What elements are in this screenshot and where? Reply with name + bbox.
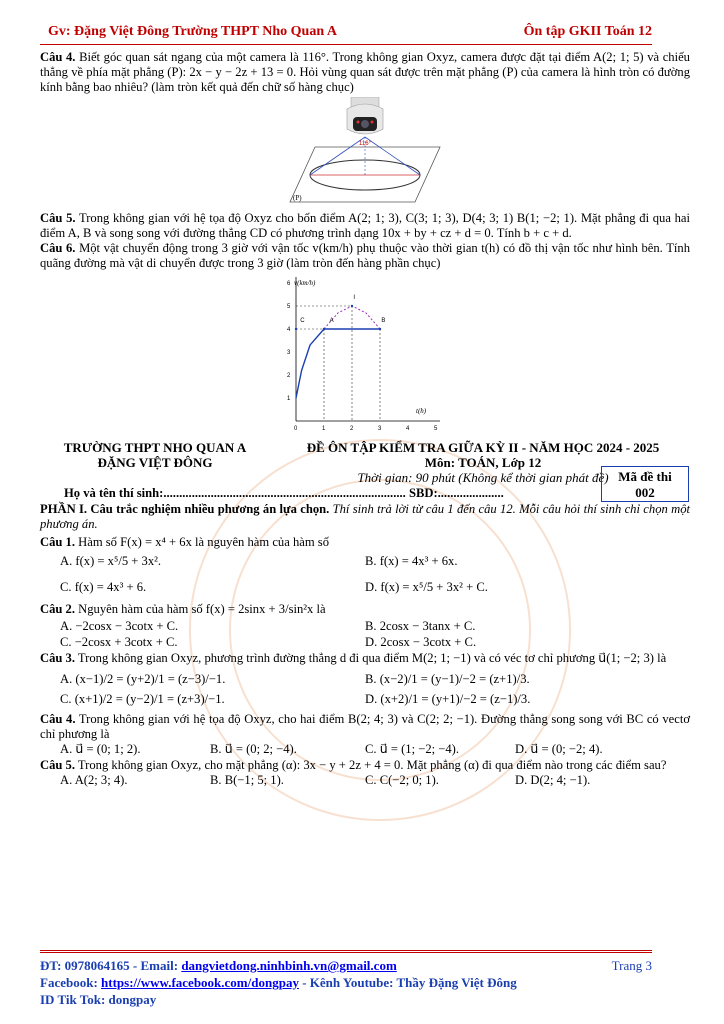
y-tick-label: 5 [287, 304, 291, 310]
y-tick-label: 6 [287, 281, 291, 287]
option-b[interactable]: B. f(x) = 4x³ + 6x. [365, 554, 458, 568]
option-a[interactable]: A. (x−1)/2 = (y+2)/1 = (z−3)/−1. [60, 672, 226, 686]
question-1: Câu 1. Hàm số F(x) = x⁴ + 6x là nguyên hàm của hàm số [40, 535, 329, 549]
plane-label: (P) [293, 194, 302, 202]
options-q3-row1 [60, 672, 690, 688]
camera-figure [285, 97, 445, 207]
x-tick-label: 3 [378, 426, 382, 432]
options-q2-row1 [60, 619, 690, 635]
x-tick-label: 5 [434, 426, 438, 432]
part-heading: PHẦN I. Câu trắc nghiệm nhiều phương án lựa chọn. Thí sinh trả lời từ câu 1 đến câu 12. Mỗi câu hỏi thí sinh chỉ chọn một phương án. [40, 502, 691, 531]
header-rule [40, 44, 652, 45]
options-q1-row2 [60, 580, 690, 596]
option-b[interactable]: B. u⃗ = (0; 2; −4). [210, 742, 297, 756]
option-d[interactable]: D. u⃗ = (0; −2; 4). [515, 742, 603, 756]
school-block [40, 440, 270, 470]
page-number: Trang 3 [611, 958, 652, 973]
option-a[interactable]: A. f(x) = x⁵/5 + 3x². [60, 554, 162, 568]
teacher-name: ĐẶNG VIỆT ĐÔNG [97, 455, 213, 470]
options-q5 [60, 773, 690, 789]
review-question-5: Câu 5. Trong không gian với hệ tọa độ Oxyz cho bốn điểm A(2; 1; 3), C(3; 1; 3), D(4; 3; 1) B(1; −2; 1). Mặt phẳng đi qua hai điểm A, B và song song với đường thẳng CD có phương trình dạng 10x + by + cz + d = 0. Tính b + c + d. [40, 211, 690, 240]
page-content [40, 50, 690, 789]
x-tick-label: 0 [294, 426, 298, 432]
x-tick-label: 4 [406, 426, 410, 432]
point-marker [295, 328, 297, 330]
option-a[interactable]: A. −2cosx − 3cotx + C. [60, 619, 179, 633]
exam-code: 002 [635, 485, 655, 500]
option-c[interactable]: C. C(−2; 0; 1). [365, 773, 439, 787]
y-tick-label: 2 [287, 373, 291, 379]
point-marker [323, 328, 325, 330]
header-right: Ôn tập GKII Toán 12 [523, 24, 652, 39]
footer-line-2: Facebook: https://www.facebook.com/dongpay - Kênh Youtube: Thầy Đặng Việt Đông [40, 975, 517, 990]
option-b[interactable]: B. 2cosx − 3tanx + C. [365, 619, 476, 633]
option-c[interactable]: C. u⃗ = (1; −2; −4). [365, 742, 460, 756]
point-marker [351, 305, 353, 307]
options-q1-row1 [60, 554, 690, 570]
option-b[interactable]: B. B(−1; 5; 1). [210, 773, 284, 787]
y-tick-label: 3 [287, 350, 291, 356]
options-q3-row2 [60, 692, 690, 708]
point-label: A [329, 318, 334, 325]
option-b[interactable]: B. (x−2)/1 = (y−1)/−2 = (z+1)/3. [365, 672, 530, 686]
x-tick-label: 2 [350, 426, 354, 432]
question-2: Câu 2. Nguyên hàm của hàm số f(x) = 2sinx + 3/sin²x là [40, 602, 326, 616]
point-label: C [300, 318, 305, 325]
option-a[interactable]: A. u⃗ = (0; 1; 2). [60, 742, 141, 756]
y-tick-label: 1 [287, 396, 291, 402]
question-3: Câu 3. Trong không gian Oxyz, phương trình đường thẳng d đi qua điểm M(2; 1; −1) và có véc tơ chỉ phương u⃗(1; −2; 3) là [40, 651, 667, 665]
option-d[interactable]: D. (x+2)/1 = (y+1)/−2 = (z−1)/3. [365, 692, 531, 706]
exam-subject: Môn: TOÁN, Lớp 12 [424, 455, 542, 470]
option-c[interactable]: C. −2cosx + 3cotx + C. [60, 635, 178, 649]
header-left: Gv: Đặng Việt Đông Trường THPT Nho Quan A [48, 24, 337, 39]
review-question-4: Câu 4. Biết góc quan sát ngang của một camera là 116°. Trong không gian Oxyz, camera được đặt tại điểm A(2; 1; 5) và chiếu thẳng về phía mặt phẳng (P): 2x − y − 2z + 13 = 0. Hỏi vùng quan sát được trên mặt phẳng (P) của camera là hình tròn có đường kính bằng bao nhiêu? (làm tròn kết quả đến chữ số hàng chục) [40, 50, 690, 94]
series-line-0 [296, 329, 324, 398]
point-marker [379, 328, 381, 330]
question-4: Câu 4. Trong không gian với hệ tọa độ Oxyz, cho hai điểm B(2; 4; 3) và C(2; 2; −1). Đường thẳng song song với BC có vectơ chỉ phương là [40, 712, 690, 741]
point-label: B [381, 318, 386, 325]
exam-title: ĐỀ ÔN TẬP KIỂM TRA GIỮA KỲ II - NĂM HỌC 2024 - 2025 [306, 440, 660, 455]
footer-line-3: ID Tik Tok: dongpay [40, 992, 157, 1007]
option-c[interactable]: C. (x+1)/2 = (y−2)/1 = (z+3)/−1. [60, 692, 225, 706]
option-d[interactable]: D. 2cosx − 3cotx + C. [365, 635, 477, 649]
option-d[interactable]: D. f(x) = x⁵/5 + 3x² + C. [365, 580, 488, 594]
y-axis-label: v(km/h) [294, 279, 316, 287]
options-q2-row2 [60, 635, 690, 651]
student-name-line: Họ và tên thí sinh:............................................................................. SBD:..................... [64, 486, 504, 500]
x-axis-label: t(h) [416, 407, 427, 415]
email-link[interactable]: dangvietdong.ninhbinh.vn@gmail.com [181, 958, 397, 973]
y-tick-label: 4 [287, 327, 291, 333]
camera-angle-label: 116° [359, 141, 371, 147]
exam-code-label: Mã đề thi [618, 469, 672, 484]
facebook-link[interactable]: https://www.facebook.com/dongpay [101, 975, 299, 990]
option-a[interactable]: A. A(2; 3; 4). [60, 773, 128, 787]
footer-line-1: ĐT: 0978064165 - Email: dangvietdong.ninhbinh.vn@gmail.com [40, 958, 397, 973]
page-header [48, 24, 652, 42]
option-c[interactable]: C. f(x) = 4x³ + 6. [60, 580, 147, 594]
velocity-chart [280, 273, 450, 438]
school-name: TRƯỜNG THPT NHO QUAN A [63, 440, 247, 455]
review-question-6: Câu 6. Một vật chuyển động trong 3 giờ với vận tốc v(km/h) phụ thuộc vào thời gian t(h) có đồ thị vận tốc như hình bên. Tính quãng đường mà vật di chuyển được trong 3 giờ (làm tròn đến hàng phần chục) [40, 241, 690, 270]
options-q4 [60, 742, 690, 758]
x-tick-label: 1 [322, 426, 326, 432]
point-label: I [353, 295, 356, 302]
exam-time: Thời gian: 90 phút (Không kể thời gian phát đề) [357, 470, 609, 485]
footer-rule [40, 950, 652, 953]
question-5: Câu 5. Trong không gian Oxyz, cho mặt phẳng (α): 3x − y + 2z + 4 = 0. Mặt phẳng (α) đi qua điểm nào trong các điểm sau? [40, 758, 667, 772]
option-d[interactable]: D. D(2; 4; −1). [515, 773, 591, 787]
